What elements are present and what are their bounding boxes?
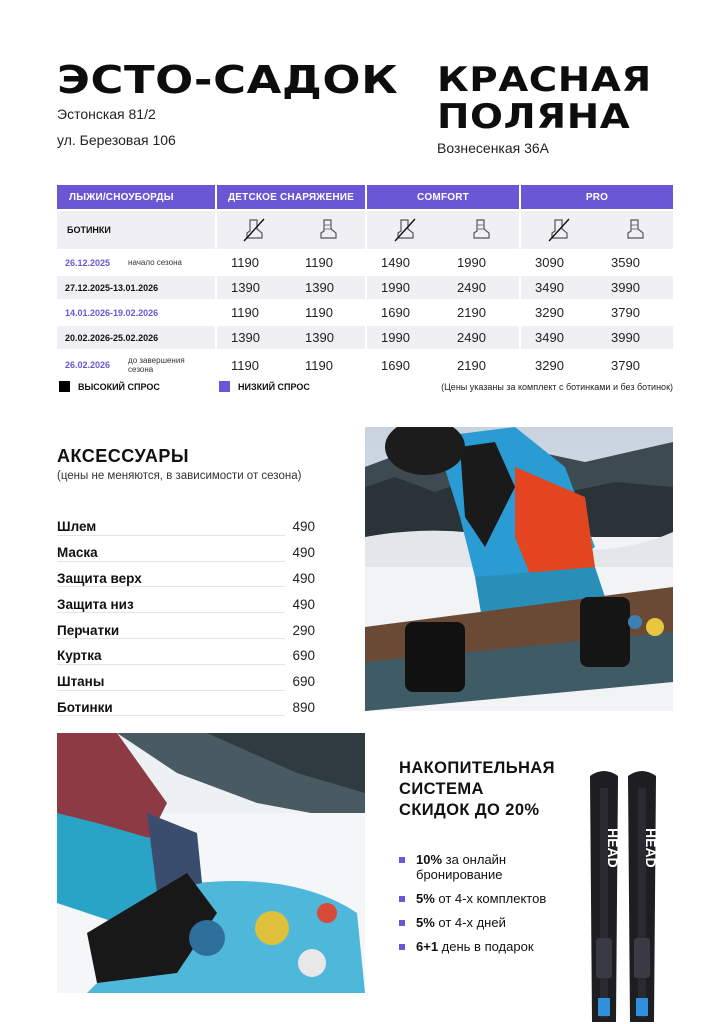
item-price: 290 [292,622,315,638]
list-item [57,617,315,643]
price-cell: 3490 [535,330,564,345]
discount-text: от 4-х комплектов [434,891,547,906]
header-comfort: COMFORT [367,185,519,209]
period-label: 26.12.2025 [65,257,111,268]
bullet-icon [399,920,405,926]
loyalty-title [399,758,555,821]
address-voznesenkaya: Вознесенкая 36А [437,140,550,156]
bullet-icon [399,944,405,950]
price-cell: 3790 [611,305,640,320]
list-item [57,540,315,566]
accessories-list [57,514,315,720]
price-cell: 3090 [535,255,564,270]
list-item [57,514,315,540]
list-item [399,915,579,930]
price-cell: 1390 [231,280,260,295]
address-berezovaya: ул. Березовая 106 [57,132,176,148]
price-cell: 1190 [231,255,259,270]
price-cell: 1190 [305,255,333,270]
header-skis-snowboards: ЛЫЖИ/СНОУБОРДЫ [57,185,215,209]
table-header-row [57,185,673,209]
price-cell: 2490 [457,330,486,345]
bullet-icon [399,896,405,902]
no-boots-icon [217,217,291,243]
item-name: Маска [57,545,98,561]
item-price: 690 [292,674,315,690]
location-title-krasnaya: КРАСНАЯ [437,60,652,100]
price-cell: 3590 [611,255,640,270]
item-name: Куртка [57,648,102,664]
item-name: Шлем [57,519,97,535]
price-cell: 3990 [611,280,640,295]
ski-brand-label: HEAD [605,828,621,868]
period-note: начало сезона [128,258,182,267]
item-price: 890 [292,699,315,715]
price-cell: 1390 [231,330,260,345]
legend-high-demand [59,381,160,392]
price-cell: 1190 [305,305,333,320]
no-boots-icon [521,217,597,243]
loyalty-title-line: НАКОПИТЕЛЬНАЯ [399,759,555,777]
table-row [57,276,673,299]
discount-value: 5% [416,915,435,930]
legend-price-note: (Цены указаны за комплект с ботинками и без ботинок) [441,382,673,392]
legend-low-demand [219,381,310,392]
price-cell: 3490 [535,280,564,295]
period-label: 27.12.2025-13.01.2026 [65,282,159,293]
binding-closeup-photo [57,733,365,993]
boots-label: БОТИНКИ [57,211,215,249]
price-cell: 3990 [611,330,640,345]
skis-image [586,768,660,1022]
price-cell: 1990 [381,280,410,295]
discount-text: от 4-х дней [434,915,506,930]
price-cell: 1990 [457,255,486,270]
item-name: Перчатки [57,622,120,638]
price-cell: 1190 [305,357,333,373]
table-row [57,251,673,274]
period-label: 20.02.2026-25.02.2026 [65,332,159,343]
location-title-polyana: ПОЛЯНА [437,97,631,137]
boots-icon [291,217,365,243]
price-cell: 1390 [305,280,334,295]
price-cell: 3790 [611,357,640,373]
item-name: Штаны [57,674,105,690]
no-boots-icon [367,217,443,243]
list-item [399,939,579,954]
price-cell: 2490 [457,280,486,295]
item-name: Защита низ [57,596,134,612]
legend-low-label: НИЗКИЙ СПРОС [238,381,310,392]
discount-value: 5% [416,891,435,906]
discount-value: 6+1 [416,939,439,954]
period-label: 14.01.2026-19.02.2026 [65,307,159,318]
high-demand-swatch [59,381,70,392]
price-cell: 1190 [231,305,259,320]
list-item [57,695,315,721]
discount-list [399,852,579,963]
discount-value: 10% [416,852,443,867]
item-name: Защита верх [57,570,142,586]
period-label: 26.02.2026 [65,360,111,370]
price-cell: 2190 [457,305,486,320]
header-pro: PRO [521,185,673,209]
legend-high-label: ВЫСОКИЙ СПРОС [78,381,160,392]
price-cell: 1690 [381,357,410,373]
item-name: Ботинки [57,699,113,715]
snowboarder-photo [365,427,673,711]
price-cell: 1390 [305,330,334,345]
list-item [57,566,315,592]
price-cell: 3290 [535,305,564,320]
item-price: 490 [292,545,315,561]
boots-row [57,211,673,249]
list-item [57,591,315,617]
item-price: 490 [292,570,315,586]
item-price: 490 [292,519,315,535]
boots-icon [597,217,673,243]
period-note: до завершения сезона [128,356,185,374]
price-table [57,185,673,379]
loyalty-title-line: СИСТЕМА [399,780,484,798]
low-demand-swatch [219,381,230,392]
price-cell: 3290 [535,357,564,373]
item-price: 690 [292,648,315,664]
header-kids-equipment: ДЕТСКОЕ СНАРЯЖЕНИЕ [217,185,365,209]
discount-text: за онлайн бронирование [416,852,507,882]
price-cell: 1190 [231,357,259,373]
location-title-esto-sadok: ЭСТО-САДОК [57,58,399,102]
table-row [57,326,673,349]
item-price: 490 [292,596,315,612]
accessories-subtitle: (цены не меняются, в зависимости от сезона) [57,470,302,482]
list-item [399,891,579,906]
list-item [399,852,579,882]
table-row [57,301,673,324]
address-estonskaya: Эстонская 81/2 [57,106,156,122]
boots-icon [443,217,519,243]
accessories-title: АКСЕССУАРЫ [57,446,189,466]
list-item [57,643,315,669]
list-item [57,669,315,695]
table-legend [57,381,673,395]
loyalty-title-line: СКИДОК ДО 20% [399,801,540,819]
price-cell: 1490 [381,255,410,270]
bullet-icon [399,857,405,863]
ski-brand-label: HEAD [643,828,659,868]
table-row [57,351,673,379]
price-cell: 1690 [381,305,410,320]
price-cell: 2190 [457,357,486,373]
discount-text: день в подарок [438,939,534,954]
price-cell: 1990 [381,330,410,345]
